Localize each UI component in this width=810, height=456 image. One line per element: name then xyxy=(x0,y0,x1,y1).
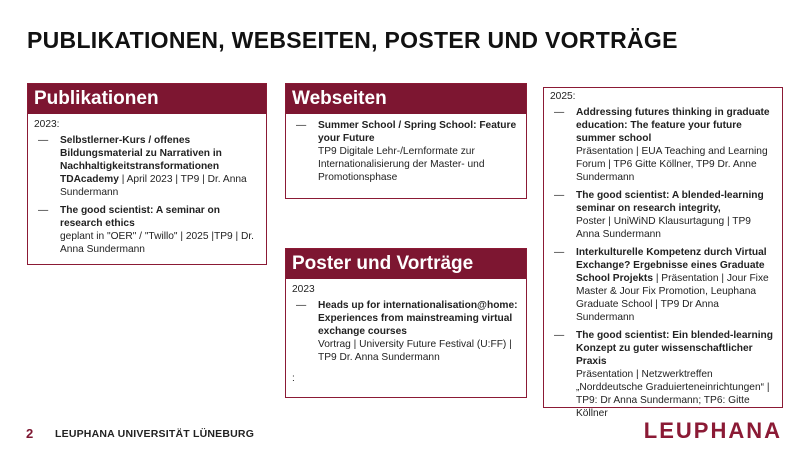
university-name: LEUPHANA UNIVERSITÄT LÜNEBURG xyxy=(55,428,255,440)
page-number: 2 xyxy=(26,426,34,441)
list-item: — The good scientist: Ein blended-learning Konzept zu guter wissenschaftlicher Praxis Präsentation | Netzwerktreffen „Norddeutsche Graduierteneinrichtungen“ | TP9: Dr Anna Sundermann; TP6: Gitte Köllner xyxy=(554,330,773,419)
entry-detail: Präsentation | EUA Teaching and Learning Forum | TP6 Gitte Köllner, TP9 Dr. Anne Sundermann xyxy=(576,146,768,183)
list-item: — The good scientist: A seminar on research ethics geplant in "OER" / "Twillo" | 2025 |TP9 | Dr. Anna Sundermann xyxy=(38,205,254,255)
entry-title: Selbstlerner-Kurs / offenes Bildungsmaterial zu Narrativen in Nachhaltigkeitstransformationen TDAcademy xyxy=(60,135,222,185)
list-item: — Heads up for internationalisation@home: Experiences from mainstreaming virtual exchange courses Vortrag | University Future Festival (U:FF) | TP9 Dr. Anna Sundermann xyxy=(296,300,518,363)
webseiten-header: Webseiten xyxy=(286,84,526,114)
webseiten-box xyxy=(285,83,527,199)
entry-title: Interkulturelle Kompetenz durch Virtual Exchange? Ergebnisse eines Graduate School Projekts xyxy=(576,247,767,284)
entry-detail: | April 2023 | TP9 | Dr. Anna Sundermann xyxy=(60,174,247,198)
entry-title: The good scientist: Ein blended-learning Konzept zu guter wissenschaftlicher Praxis xyxy=(576,330,773,367)
list-item: — Summer School / Spring School: Feature your Future TP9 Digitale Lehr-/Lernformate zur Internationalisierung der Master- und Promotionsphase xyxy=(296,120,517,183)
publikationen-box xyxy=(27,83,267,265)
entry-detail: geplant in "OER" / "Twillo" | 2025 |TP9 | Dr. Anna Sundermann xyxy=(60,231,254,255)
list-item: — Selbstlerner-Kurs / offenes Bildungsmaterial zu Narrativen in Nachhaltigkeitstransformationen TDAcademy | April 2023 | TP9 | Dr. Anna Sundermann xyxy=(38,135,247,198)
entry-detail: | Präsentation | Jour Fixe Master & Jour Fix Promotion, Leuphana Graduate School | TP9 Dr Anna Sundermann xyxy=(576,273,769,323)
list-item: — Addressing futures thinking in graduate education: The feature your future summer school Präsentation | EUA Teaching and Learning Forum | TP6 Gitte Köllner, TP9 Dr. Anne Sundermann xyxy=(554,107,770,183)
leuphana-logo: LEUPHANA xyxy=(643,418,782,443)
slide-title: PUBLIKATIONEN, WEBSEITEN, POSTER UND VORTRÄGE xyxy=(27,27,678,53)
entry-title: The good scientist: A seminar on research ethics xyxy=(60,205,220,229)
entry-title: Addressing futures thinking in graduate education: The feature your future summer school xyxy=(576,107,770,144)
publikationen-header: Publikationen xyxy=(28,84,266,114)
list-item: — The good scientist: A blended-learning seminar on research integrity, Poster | UniWiND Klausurtagung | TP9 Anna Sundermann xyxy=(554,190,764,240)
publikationen-year: 2023: xyxy=(34,119,60,130)
list-item: — Interkulturelle Kompetenz durch Virtual Exchange? Ergebnisse eines Graduate School Projekts | Präsentation | Jour Fixe Master & Jour Fix Promotion, Leuphana Graduate School | TP9 Dr Anna Sundermann xyxy=(554,247,769,323)
poster-year: 2023 xyxy=(292,284,315,295)
entry-title: Summer School / Spring School: Feature your Future xyxy=(318,120,517,144)
entry-detail: TP9 Digitale Lehr-/Lernformate zur Internationalisierung der Master- und Promotionsphase xyxy=(318,146,485,183)
poster-header: Poster und Vorträge xyxy=(286,249,526,279)
poster-box xyxy=(285,248,527,398)
entry-detail: Präsentation | Netzwerktreffen „Norddeutsche Graduierteneinrichtungen“ | TP9: Dr Anna Sundermann; TP6: Gitte Köllner xyxy=(576,369,770,419)
col3-year: 2025: xyxy=(550,91,576,102)
trailing-text: : xyxy=(292,373,295,384)
entry-title: The good scientist: A blended-learning seminar on research integrity, xyxy=(576,190,764,214)
entry-detail: Poster | UniWiND Klausurtagung | TP9 Anna Sundermann xyxy=(576,216,751,240)
entry-detail: Vortrag | University Future Festival (U:FF) | TP9 Dr. Anna Sundermann xyxy=(318,339,512,363)
talks-2025-box xyxy=(543,87,783,419)
entry-title: Heads up for internationalisation@home: Experiences from mainstreaming virtual exchange courses xyxy=(318,300,518,337)
